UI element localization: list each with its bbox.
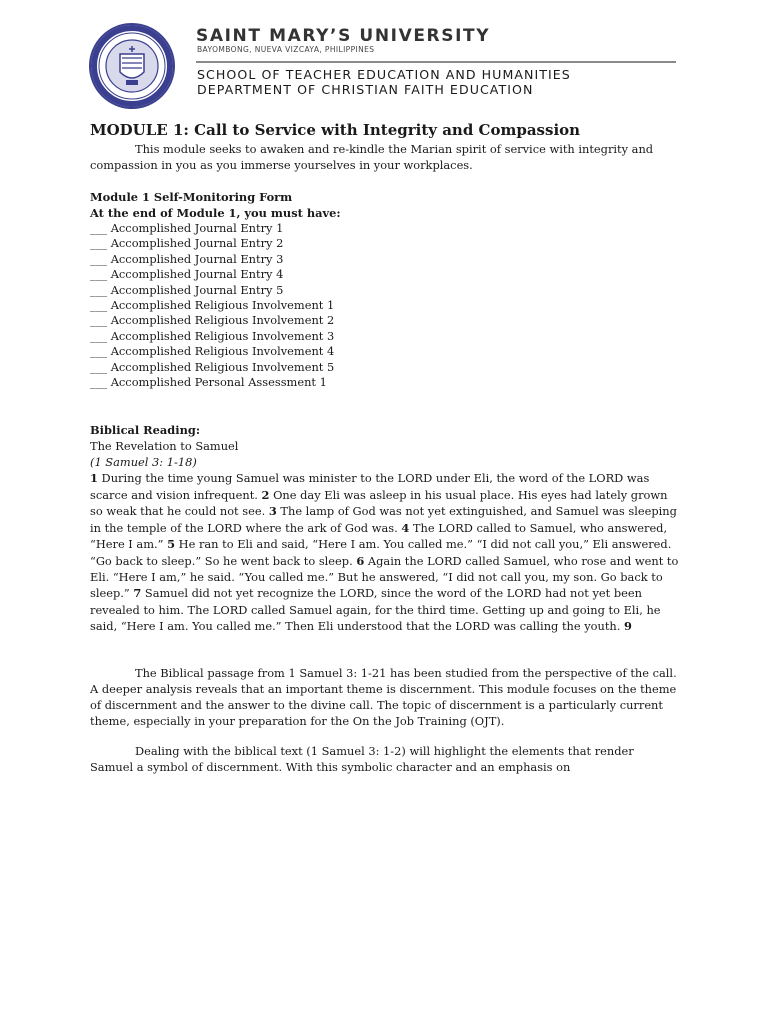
verse-text: The LORD called to Samuel, who answered, “Here I am.” [90, 520, 668, 552]
university-seal-icon [88, 22, 176, 110]
university-location: BAYOMBONG, NUEVA VIZCAYA, PHILIPPINES [197, 45, 375, 54]
verse-number: 7 [133, 586, 142, 601]
school-name: SCHOOL OF TEACHER EDUCATION AND HUMANITIES [197, 67, 571, 82]
self-monitoring-subheading: At the end of Module 1, you must have: [90, 206, 341, 220]
verse-number: 4 [401, 520, 410, 535]
reading-reference: (1 Samuel 3: 1-18) [90, 455, 197, 470]
discussion-paragraph: Dealing with the biblical text (1 Samuel 3: 1-2) will highlight the elements that render Samuel a symbol of discernment. With this symbolic character and an emphasis on [90, 743, 634, 774]
checklist-item: ___ Accomplished Journal Entry 2 [90, 236, 284, 251]
checklist-item: ___ Accomplished Journal Entry 4 [90, 267, 284, 282]
checklist-item: ___ Accomplished Journal Entry 5 [90, 282, 284, 297]
verse-number: 3 [268, 504, 277, 519]
reading-passage [90, 470, 680, 634]
verse-number: 6 [356, 553, 365, 568]
checklist-item: ___ Accomplished Religious Involvement 1 [90, 298, 335, 313]
verse-text: Again the LORD called Samuel, who rose and went to Eli. “Here I am,” he said. “You called me.” But he answered, “I did not call you, my son. Go back to sleep.” [90, 553, 679, 601]
verse-text: During the time young Samuel was minister to the LORD under Eli, the word of the LORD was scarce and vision infrequent. [90, 471, 650, 502]
verse-text: He ran to Eli and said, “Here I am. You called me.” “I did not call you,” Eli answered. “Go back to sleep.” So he went back to sleep. [90, 537, 672, 568]
verse-number: 9 [624, 619, 632, 634]
reading-heading: Biblical Reading: [90, 423, 201, 438]
checklist-item: ___ Accomplished Religious Involvement 4 [90, 344, 335, 359]
discussion-paragraph: The Biblical passage from 1 Samuel 3: 1-21 has been studied from the perspective of the call. A deeper analysis reveals that an important theme is discernment. This module focuses on the theme of discernment and the answer to the divine call. The topic of discernment is a particularly current theme, especially in your preparation for the On the Job Training (OJT). [90, 665, 677, 728]
self-monitoring-heading: Module 1 Self-Monitoring Form [90, 190, 293, 204]
university-name: SAINT MARY’S UNIVERSITY [196, 26, 491, 46]
module-title: MODULE 1: Call to Service with Integrity and Compassion [90, 121, 581, 139]
letterhead [88, 20, 688, 110]
checklist-item: ___ Accomplished Journal Entry 3 [90, 251, 284, 266]
checklist-item: ___ Accomplished Religious Involvement 3 [90, 328, 335, 343]
verse-number: 1 [90, 471, 98, 486]
verse-number: 5 [167, 537, 176, 552]
checklist-item: ___ Accomplished Religious Involvement 5 [90, 359, 335, 374]
department-name: DEPARTMENT OF CHRISTIAN FAITH EDUCATION [197, 82, 534, 97]
module-intro: This module seeks to awaken and re-kindle the Marian spirit of service with integrity and compassion in you as you immerse yourselves in your workplaces. [90, 142, 654, 172]
document-body [90, 119, 680, 775]
checklist-item: ___ Accomplished Journal Entry 1 [90, 221, 284, 235]
checklist-item: ___ Accomplished Religious Involvement 2 [90, 313, 335, 328]
checklist-item: ___ Accomplished Personal Assessment 1 [90, 375, 327, 390]
checklist [90, 221, 680, 390]
verse-text: The lamp of God was not yet extinguished, and Samuel was sleeping in the temple of the LORD where the ark of God was. [90, 504, 677, 535]
verse-number: 2 [261, 487, 270, 502]
verse-text: Samuel did not yet recognize the LORD, since the word of the LORD had not yet been revealed to him. The LORD called Samuel again, for the third time. Getting up and going to Eli, he said, “Here I am. You called me.” Then Eli understood that the LORD was calling the youth. [90, 586, 661, 634]
reading-title: The Revelation to Samuel [90, 439, 239, 454]
verse-text: One day Eli was asleep in his usual place. His eyes had lately grown so weak that he could not see. [90, 487, 668, 519]
header-divider [196, 61, 676, 63]
